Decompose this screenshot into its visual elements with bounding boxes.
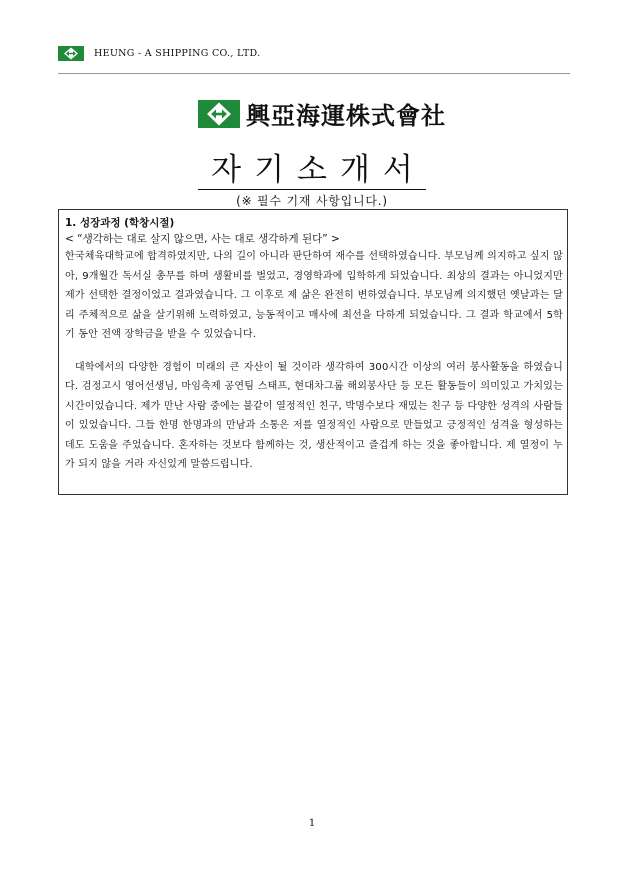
company-logo-icon [58, 46, 84, 61]
content-box-inner [65, 215, 563, 475]
section-title: 1. 성장과정 (학창시절) [65, 217, 175, 229]
header-divider [58, 73, 570, 74]
required-note: (※ 필수 기재 사항입니다.) [236, 194, 388, 208]
company-name-english: HEUNG - A SHIPPING CO., LTD. [94, 47, 261, 59]
paragraph-2: 대학에서의 다양한 경험이 미래의 큰 자산이 될 것이라 생각하여 300시간 이상의 여러 봉사활동을 하였습니다. 검정고시 영어선생님, 마임축제 공연팀 스태프, 현대차그룹 해외봉사단 등 모든 활동들이 의미있고 가치있는 시간이었습니다. 제가 만난 사람 중에는 불같이 열정적인 친구, 박명수보다 재밌는 친구 등 다양한 성격의 사람들이 있었습니다. 그들 한명 한명과의 만남과 소통은 저를 열정적인 사람으로 만들었고 긍정적인 성격을 형성하는데도 도움을 주었습니다. 혼자하는 것보다 함께하는 것, 생산적이고 즐겁게 하는 것을 좋아합니다. 제 열정이 누가 되지 않을 거라 자신있게 말씀드립니다. [65, 361, 563, 470]
content-box [58, 209, 568, 495]
document-title-text: 자기소개서 [198, 152, 426, 190]
brand-logo-icon [198, 100, 240, 128]
company-name-korean: 興亞海運株式會社 [246, 101, 446, 130]
page-number: 1 [308, 818, 316, 829]
paragraph-1: 한국체육대학교에 합격하였지만, 나의 길이 아니라 판단하여 재수를 선택하였습니다. 부모님께 의지하고 싶지 않아, 9개월간 독서실 총무를 하며 생활비를 벌었고, 경영학과에 입학하게 되었습니다. 최상의 결과는 아니었지만 제가 선택한 결정이었고 결과였습니다. 그 이후로 제 삶은 완전히 변하였습니다. 부모님께 의지했던 옛날과는 달리 주체적으로 삶을 살기위해 노력하였고, 능동적이고 매사에 최선을 다하게 되었습니다. 그 결과 학교에서 5학기 동안 전액 장학금을 받을 수 있었습니다. [65, 251, 563, 340]
brand-block [198, 96, 446, 131]
section-quote: < “생각하는 대로 살지 않으면, 사는 대로 생각하게 된다” > [65, 233, 340, 245]
page-header [58, 44, 260, 62]
document-title [0, 144, 624, 189]
